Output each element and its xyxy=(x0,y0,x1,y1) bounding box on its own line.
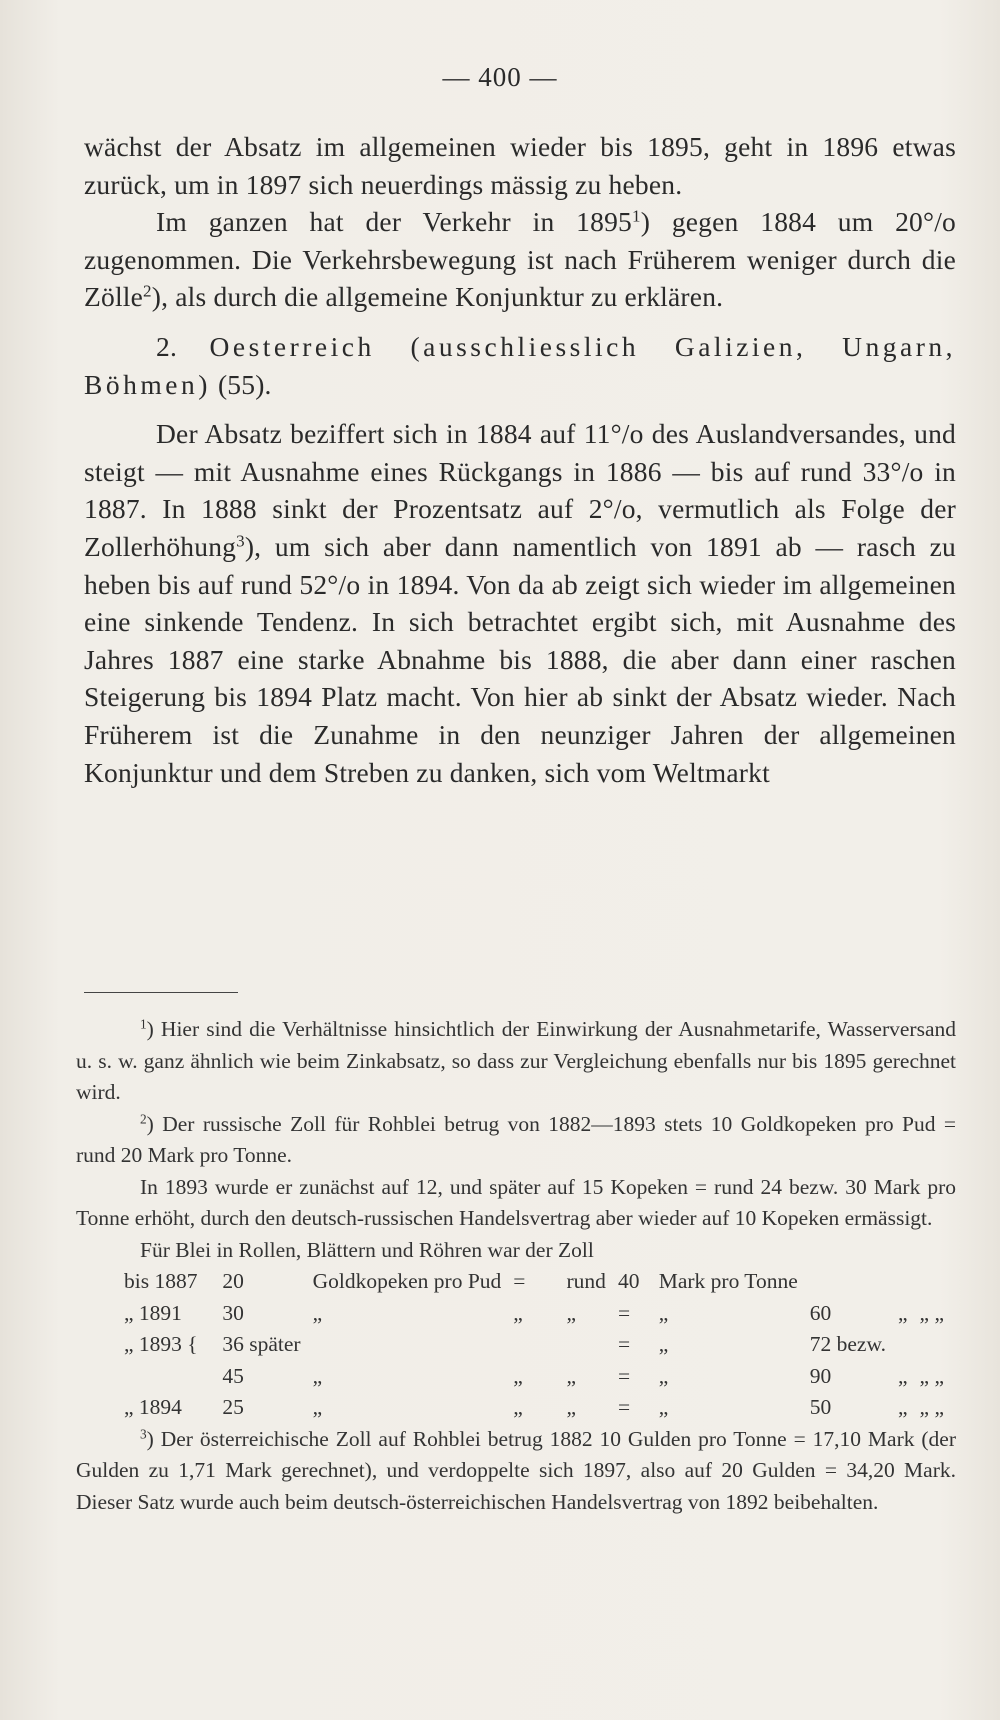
table-cell xyxy=(567,1329,618,1361)
footnote-text: ) Hier sind die Verhältnisse hinsichtlich der Einwirkung der Ausnahmetarife, Wasserversand u. s. w. ganz ähnlich wie beim Zinkabsatz, so dass zur Vergleichung ebenfalls nur bis 1895 gerechnet wird. xyxy=(76,1017,956,1104)
paragraph-text: ), um sich aber dann namentlich von 1891 ab — rasch zu heben bis auf rund 52°/o in 1894. Von da ab zeigt sich wieder im allgemeinen eine sinkende Tendenz. In sich betrachtet ergibt sich, mit Ausnahme des Jahres 1887 eine starke Abnahme bis 1888, die aber dann einer raschen Steigerung bis 1894 Platz macht. Von hier ab sinkt der Absatz wieder. Nach Früherem ist die Zunahme in den neunziger Jahren der allgemeinen Konjunktur und dem Streben zu danken, sich vom Weltmarkt xyxy=(84,530,956,788)
footnote-2-table-intro: Für Blei in Rollen, Blättern und Röhren war der Zoll xyxy=(140,1237,594,1262)
table-cell xyxy=(513,1329,566,1361)
table-cell: = xyxy=(513,1269,526,1293)
table-cell: 40 xyxy=(617,1269,640,1293)
table-cell: „ xyxy=(897,1300,908,1325)
table-cell: 72 bezw. xyxy=(809,1332,886,1356)
table-cell: 36 später xyxy=(222,1332,301,1356)
footnote-mark: 3 xyxy=(140,1426,147,1442)
duty-table-body xyxy=(124,1266,956,1424)
table-cell xyxy=(810,1266,898,1298)
table-cell: 20 xyxy=(222,1269,244,1293)
table-cell: 25 xyxy=(222,1395,244,1419)
table-cell: rund xyxy=(566,1269,606,1293)
duty-table xyxy=(124,1266,956,1424)
table-cell: „ „ xyxy=(919,1395,944,1419)
table-cell: „ xyxy=(513,1300,523,1325)
table-row xyxy=(124,1329,956,1361)
footnote-1 xyxy=(76,1014,956,1109)
table-cell: 45 xyxy=(222,1363,244,1388)
section-heading xyxy=(84,328,956,403)
table-cell: „ xyxy=(513,1363,523,1388)
footnote-text: ) Der russische Zoll für Rohblei betrug von 1882—1893 stets 10 Goldkopeken pro Pud = rund 20 Mark pro Tonne. xyxy=(76,1111,956,1167)
table-row xyxy=(124,1361,956,1393)
table-cell: 60 xyxy=(809,1300,832,1325)
table-cell: „ xyxy=(566,1395,577,1419)
paragraph xyxy=(84,203,956,316)
table-cell: „ 1894 xyxy=(124,1395,182,1419)
table-cell: „ xyxy=(658,1332,669,1356)
paragraph-text: Im ganzen hat der Verkehr in 1895 xyxy=(156,206,632,238)
paragraph-text: wächst der Absatz im allgemeinen wieder bis 1895, geht in 1896 etwas zurück, um in 1897 sich neuerdings mässig zu heben. xyxy=(84,131,956,200)
paragraph xyxy=(84,128,956,203)
paragraph-text: ), als durch die allgemeine Konjunktur zu erklären. xyxy=(151,281,724,313)
table-cell: „ xyxy=(897,1395,908,1419)
footnotes xyxy=(76,1014,956,1518)
table-cell xyxy=(920,1266,956,1298)
table-cell: „ xyxy=(312,1395,323,1419)
main-text xyxy=(84,128,956,791)
table-cell: „ xyxy=(566,1363,577,1388)
table-cell: 50 xyxy=(809,1395,832,1419)
table-cell xyxy=(898,1329,920,1361)
table-cell: = xyxy=(617,1332,631,1356)
footnote-divider xyxy=(84,992,238,993)
table-cell: = xyxy=(617,1363,631,1388)
footnote-ref[interactable]: 1 xyxy=(632,206,641,226)
section-number: 2. xyxy=(156,330,178,362)
footnote-mark: 2 xyxy=(140,1111,147,1127)
table-cell: „ xyxy=(897,1363,908,1388)
page-number: — 400 — xyxy=(442,62,558,92)
footnote-ref[interactable]: 3 xyxy=(236,531,245,551)
table-cell xyxy=(124,1361,222,1393)
section-title: Oesterreich (ausschliesslich Galizien, Ungarn, Böhmen) xyxy=(84,330,956,400)
table-cell: „ xyxy=(658,1395,669,1419)
table-row xyxy=(124,1392,956,1424)
footnote-2 xyxy=(76,1109,956,1172)
footnote-mark: 1 xyxy=(140,1016,147,1032)
table-cell: „ xyxy=(566,1300,577,1325)
footnote-text: ) Der österreichische Zoll auf Rohblei betrug 1882 10 Gulden pro Tonne = 17,10 Mark (der Gulden zu 1,71 Mark gerechnet), und verdoppelte sich 1897, also auf 20 Gulden = 34,20 Mark. Dieser Satz wurde auch beim deutsch-österreichischen Handelsvertrag von 1892 beibehalten. xyxy=(76,1426,956,1514)
table-cell: „ xyxy=(312,1363,323,1388)
table-cell xyxy=(920,1329,956,1361)
table-cell: „ xyxy=(312,1300,323,1325)
table-cell: „ xyxy=(513,1395,523,1419)
paragraph xyxy=(84,415,956,791)
section-ref: (55). xyxy=(217,368,272,400)
table-cell: 90 xyxy=(809,1363,832,1388)
table-row xyxy=(124,1266,956,1298)
table-cell: „ 1891 xyxy=(124,1300,182,1325)
table-cell xyxy=(898,1266,920,1298)
table-cell: „ 1893 { xyxy=(124,1332,198,1356)
paragraph-text: ) gegen 1884 um 20°/o zugenommen. Die Verkehrsbewegung ist nach Früherem weniger durch die Zölle xyxy=(84,206,956,313)
table-cell: „ „ xyxy=(919,1363,944,1388)
footnote-ref[interactable]: 2 xyxy=(143,282,152,301)
table-cell: „ xyxy=(658,1363,669,1388)
table-row xyxy=(124,1298,956,1330)
paragraph-text: Der Absatz beziffert sich in 1884 auf 11°/o des Auslandversandes, und steigt — mit Ausnahme eines Rückgangs in 1886 — bis auf rund 33°/o in 1887. In 1888 sinkt der Prozentsatz auf 2°/o, vermutlich als Folge der Zollerhöhung xyxy=(84,418,956,562)
table-cell: 30 xyxy=(222,1300,244,1325)
table-cell: = xyxy=(617,1395,631,1419)
table-cell: Mark pro Tonne xyxy=(658,1269,798,1293)
table-cell: „ xyxy=(658,1300,669,1325)
table-cell xyxy=(313,1329,514,1361)
footnote-2-continued: In 1893 wurde er zunächst auf 12, und später auf 15 Kopeken = rund 24 bezw. 30 Mark pro Tonne erhöht, durch den deutsch-russischen Handelsvertrag aber wieder auf 10 Kopeken ermässigt. xyxy=(76,1174,956,1230)
footnote-3 xyxy=(76,1424,956,1519)
table-cell: = xyxy=(617,1300,631,1325)
table-cell: Goldkopeken pro Pud xyxy=(312,1269,502,1293)
table-cell: bis 1887 xyxy=(124,1269,198,1293)
table-cell: „ „ xyxy=(919,1300,944,1325)
